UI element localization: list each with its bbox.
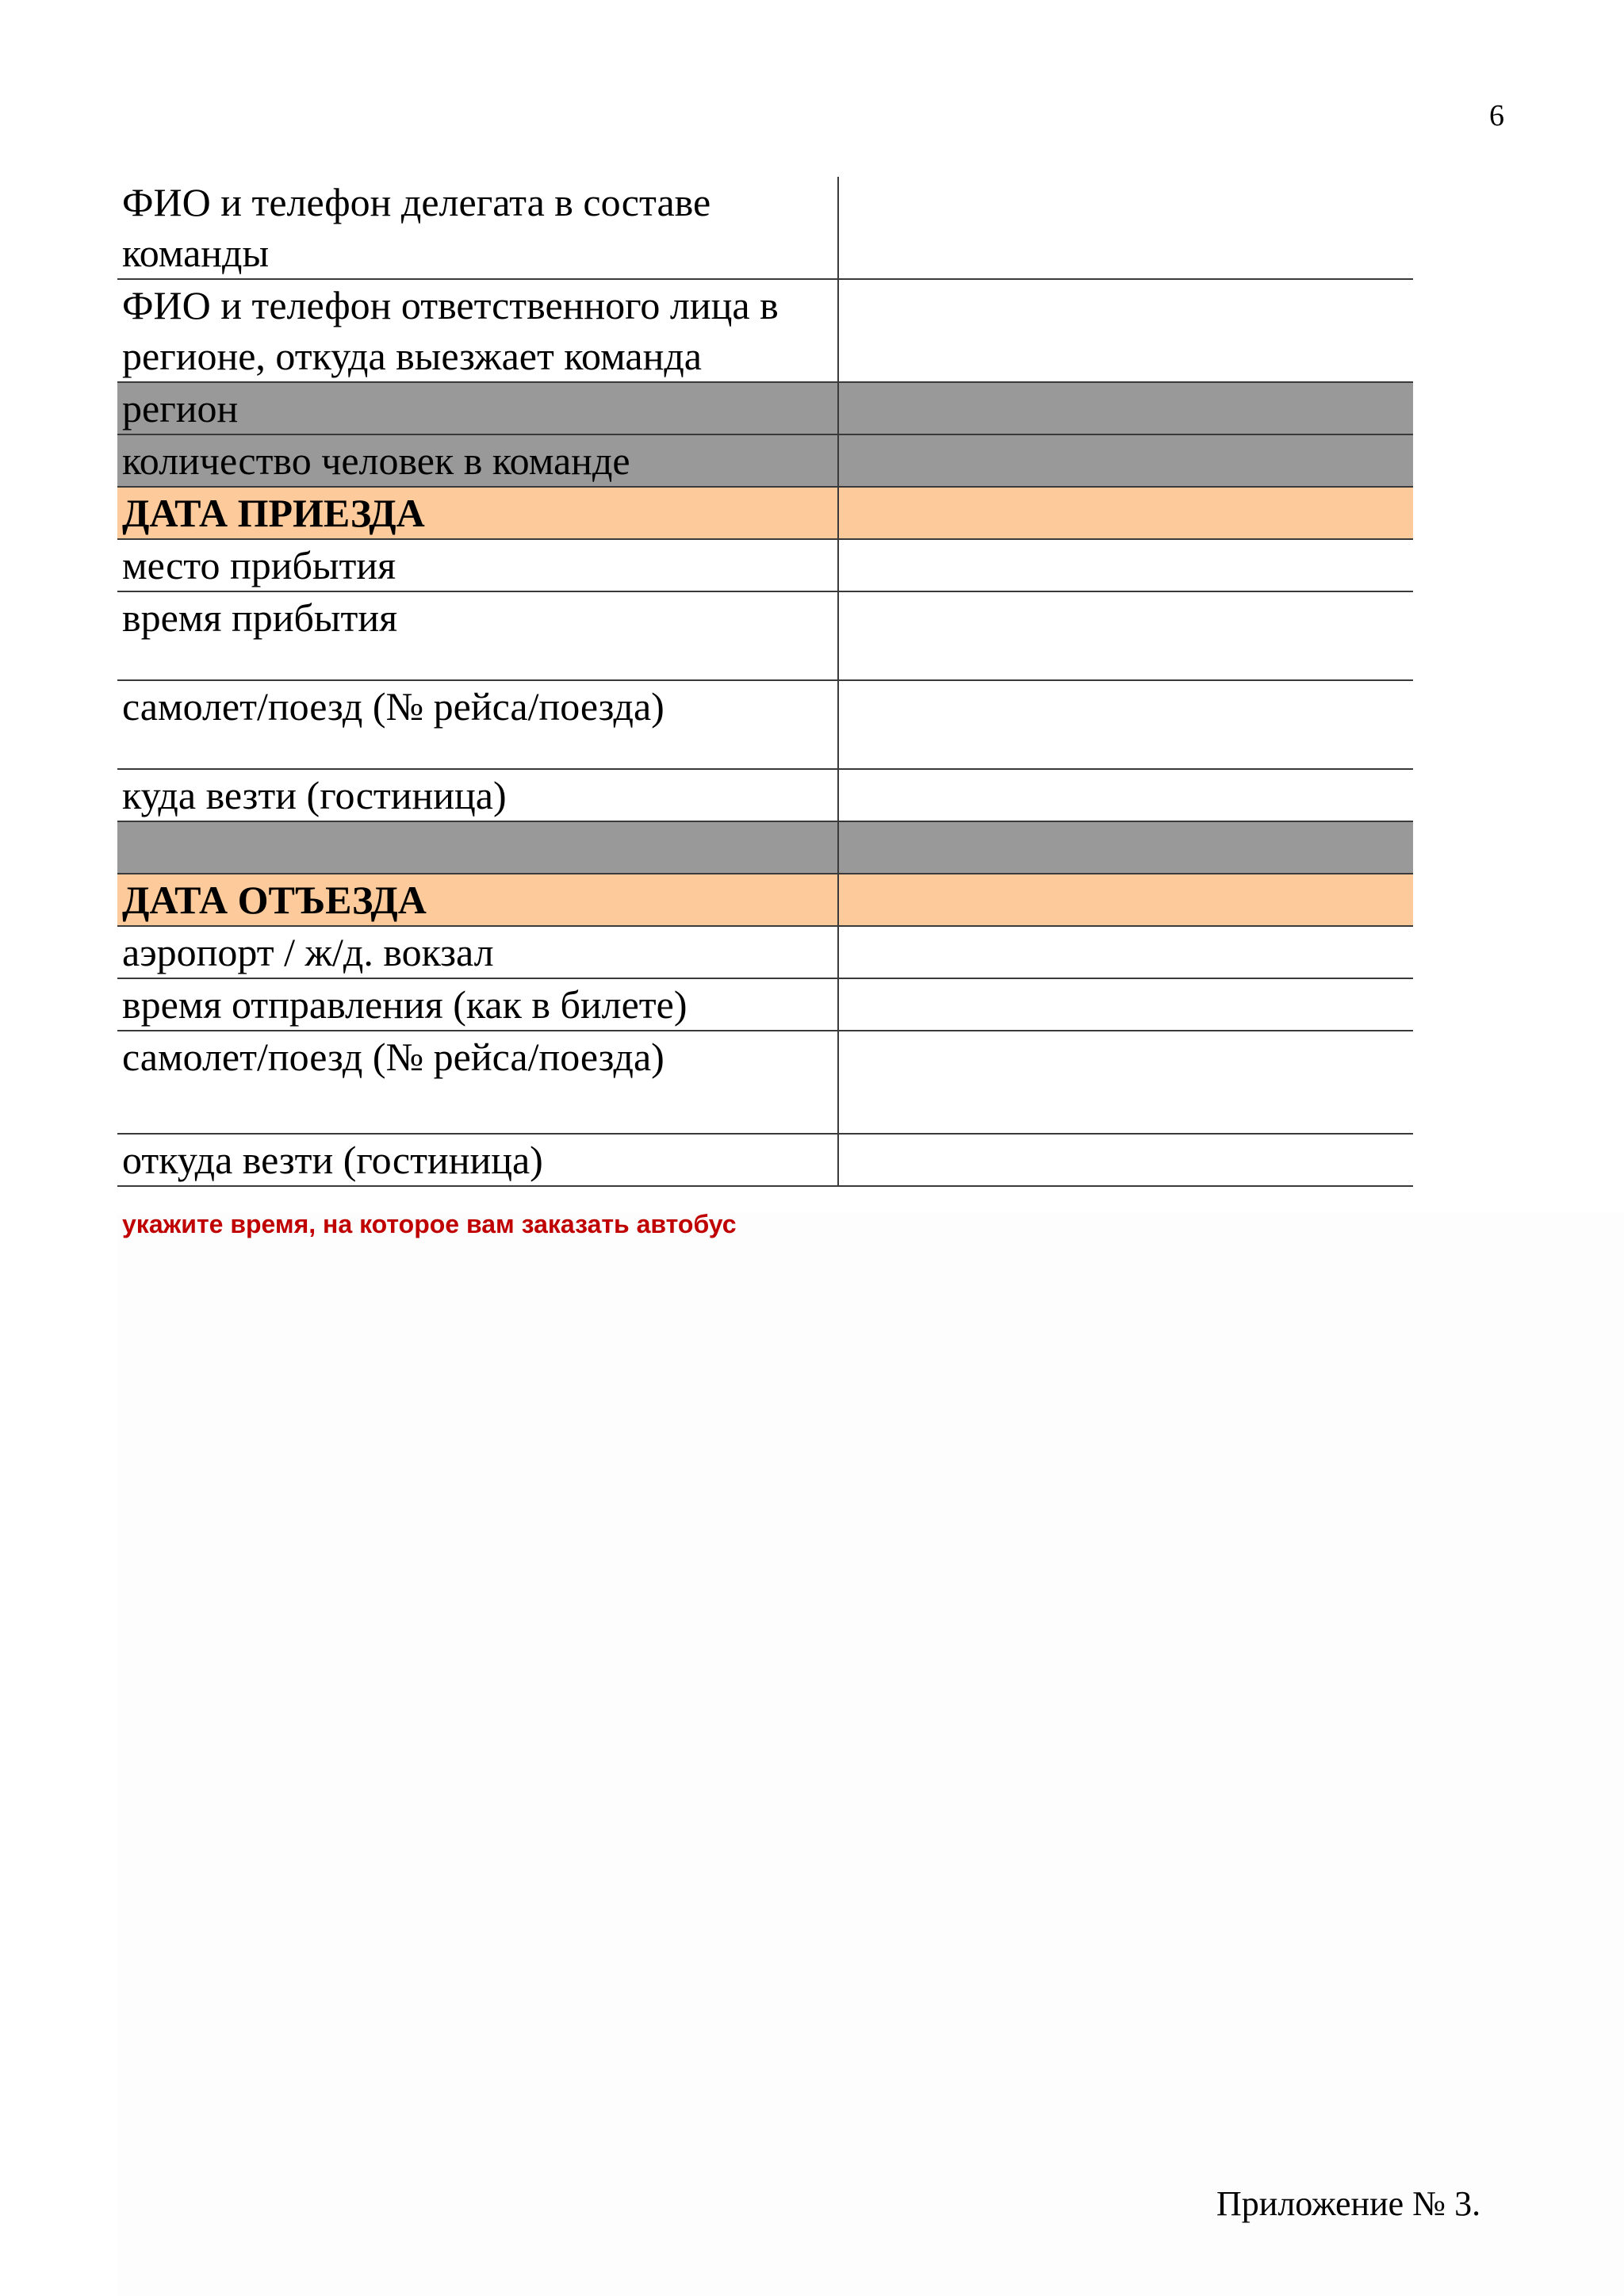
table-row-arrival-date	[117, 487, 1413, 539]
row-value-field[interactable]	[838, 279, 1413, 382]
table-row-region	[117, 382, 1413, 434]
table-row-departure-station	[117, 926, 1413, 978]
row-label: время прибытия	[117, 591, 838, 680]
section-heading-arrival: ДАТА ПРИЕЗДА	[117, 487, 838, 539]
row-label: самолет/поезд (№ рейса/поезда)	[117, 680, 838, 769]
row-value-field[interactable]	[838, 1134, 1413, 1186]
row-label: количество человек в команде	[117, 434, 838, 487]
table-row-departure-date	[117, 874, 1413, 926]
row-value-field[interactable]	[838, 978, 1413, 1031]
table-row-delegate	[117, 177, 1413, 279]
table-row-arrival-hotel	[117, 769, 1413, 821]
page-number: 6	[1489, 99, 1504, 132]
row-label: время отправления (как в билете)	[117, 978, 838, 1031]
table-row-departure-hotel	[117, 1134, 1413, 1186]
bus-time-note: укажите время, на которое вам заказать автобус	[122, 1210, 737, 1238]
row-label: самолет/поезд (№ рейса/поезда)	[117, 1031, 838, 1134]
row-label: ФИО и телефон делегата в составе команды	[117, 177, 838, 279]
table-row-arrival-time	[117, 591, 1413, 680]
row-value-field[interactable]	[838, 1031, 1413, 1134]
row-value-field[interactable]	[838, 434, 1413, 487]
table-row-departure-flight	[117, 1031, 1413, 1134]
row-value-field[interactable]	[838, 874, 1413, 926]
row-label: ФИО и телефон ответственного лица в регионе, откуда выезжает команда	[117, 279, 838, 382]
row-label: откуда везти (гостиница)	[117, 1134, 838, 1186]
row-value-field[interactable]	[838, 539, 1413, 591]
row-label	[117, 821, 838, 874]
row-value-field[interactable]	[838, 382, 1413, 434]
row-label: регион	[117, 382, 838, 434]
row-label: аэропорт / ж/д. вокзал	[117, 926, 838, 978]
table-row-responsible-person	[117, 279, 1413, 382]
row-value-field[interactable]	[838, 591, 1413, 680]
table-row-departure-time	[117, 978, 1413, 1031]
team-arrival-form-table	[117, 177, 1413, 1187]
row-value-field[interactable]	[838, 926, 1413, 978]
section-heading-departure: ДАТА ОТЪЕЗДА	[117, 874, 838, 926]
page-background-tint	[117, 1213, 1624, 2296]
row-value-field[interactable]	[838, 821, 1413, 874]
table-row-team-size	[117, 434, 1413, 487]
row-label: место прибытия	[117, 539, 838, 591]
row-label: куда везти (гостиница)	[117, 769, 838, 821]
appendix-caption: Приложение № 3.	[1216, 2184, 1481, 2223]
row-value-field[interactable]	[838, 487, 1413, 539]
row-value-field[interactable]	[838, 177, 1413, 279]
row-value-field[interactable]	[838, 680, 1413, 769]
table-row-separator	[117, 821, 1413, 874]
row-value-field[interactable]	[838, 769, 1413, 821]
table-row-arrival-place	[117, 539, 1413, 591]
table-row-arrival-flight	[117, 680, 1413, 769]
